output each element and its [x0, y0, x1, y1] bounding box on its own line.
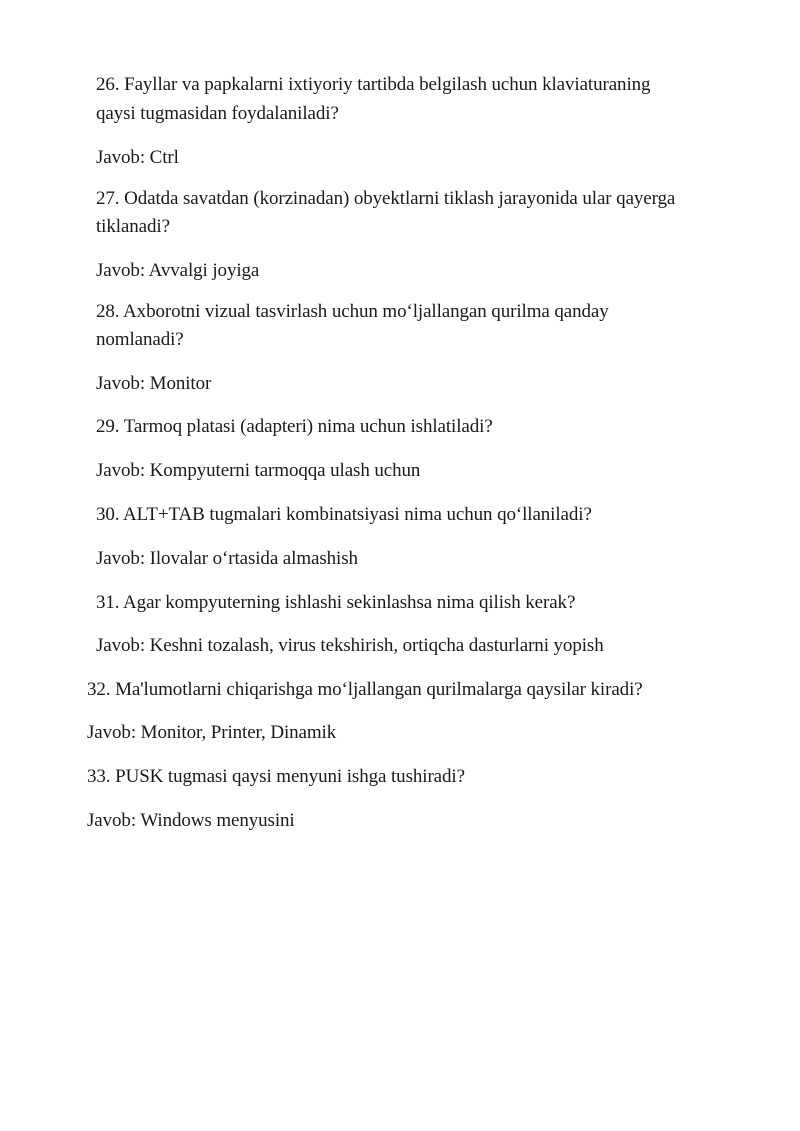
question-30-line-1: 30. ALT+TAB tugmalari kombinatsiyasi nima uchun qo‘llaniladi? — [96, 504, 592, 525]
answer-29: Javob: Kompyuterni tarmoqqa ulash uchun — [96, 460, 421, 481]
question-27-line-2: tiklanadi? — [96, 216, 170, 237]
answer-32: Javob: Monitor, Printer, Dinamik — [87, 722, 337, 743]
answer-28: Javob: Monitor — [96, 373, 212, 394]
answer-30: Javob: Ilovalar o‘rtasida almashish — [96, 548, 358, 569]
question-28-line-2: nomlanadi? — [96, 329, 184, 350]
question-28-line-1: 28. Axborotni vizual tasvirlash uchun mo‘ljallangan qurilma qanday — [96, 301, 609, 322]
question-27-line-1: 27. Odatda savatdan (korzinadan) obyektlarni tiklash jarayonida ular qayerga — [96, 188, 676, 209]
question-29-line-1: 29. Tarmoq platasi (adapteri) nima uchun ishlatiladi? — [96, 416, 493, 437]
answer-31: Javob: Keshni tozalash, virus tekshirish, ortiqcha dasturlarni yopish — [96, 635, 604, 656]
question-31-line-1: 31. Agar kompyuterning ishlashi sekinlashsa nima qilish kerak? — [96, 592, 576, 613]
question-26-line-2: qaysi tugmasidan foydalaniladi? — [96, 103, 339, 124]
answer-33: Javob: Windows menyusini — [87, 810, 295, 831]
answer-26: Javob: Ctrl — [96, 147, 179, 168]
question-26-line-1: 26. Fayllar va papkalarni ixtiyoriy tartibda belgilash uchun klaviaturaning — [96, 74, 651, 95]
answer-27: Javob: Avvalgi joyiga — [96, 260, 260, 281]
question-33-line-1: 33. PUSK tugmasi qaysi menyuni ishga tushiradi? — [87, 766, 465, 787]
question-32-line-1: 32. Ma'lumotlarni chiqarishga mo‘ljallangan qurilmalarga qaysilar kiradi? — [87, 679, 643, 700]
